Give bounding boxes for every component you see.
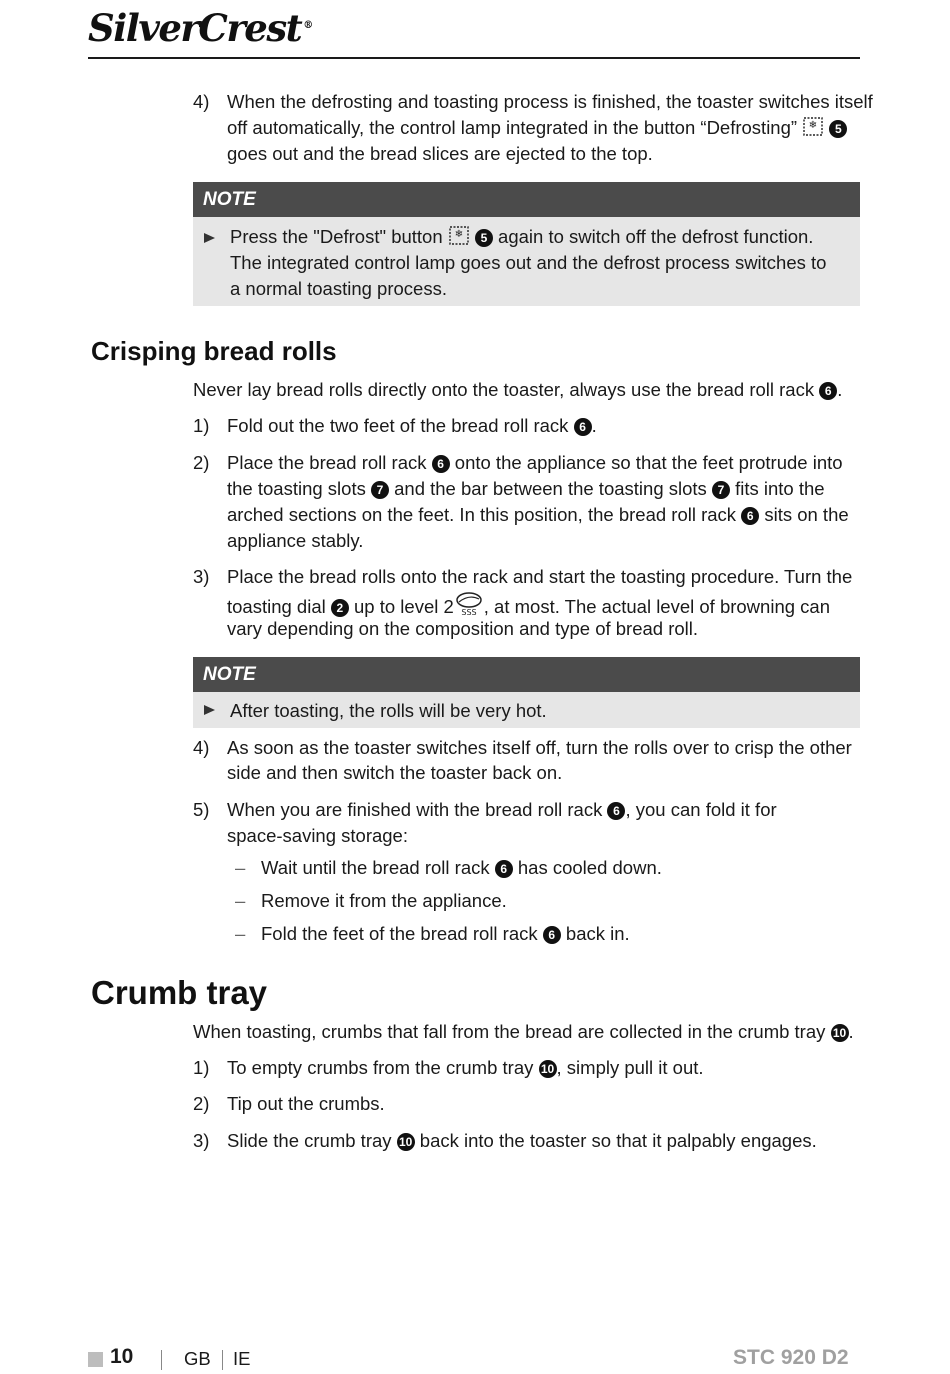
note-text-line xyxy=(230,224,813,253)
step-text: back into the toaster so that it palpably engages. xyxy=(419,1130,817,1151)
footer-marker xyxy=(88,1352,103,1367)
step-number: 3) xyxy=(193,566,210,587)
intro-text: When toasting, crumbs that fall from the bread are collected in the crumb tray xyxy=(193,1021,826,1042)
model-number: STC 920 D2 xyxy=(733,1346,849,1369)
list-dash: – xyxy=(235,890,246,911)
step-text: arched sections on the feet. In this position, the bread roll rack xyxy=(227,504,737,525)
note-arrow-icon xyxy=(204,705,215,715)
step-text-line xyxy=(227,1055,704,1081)
part-number-badge: 6 xyxy=(574,418,592,436)
registered-mark: ® xyxy=(303,19,312,31)
step-number: 4) xyxy=(193,91,210,112)
note-text: Press the "Defrost" button xyxy=(230,226,443,247)
step-text: up to level 2 xyxy=(354,596,454,617)
part-number-badge: 10 xyxy=(397,1133,415,1151)
step-text: , at most. The actual level of browning can xyxy=(483,596,830,617)
part-number-badge: 6 xyxy=(741,507,759,525)
step-text: toasting dial xyxy=(227,596,326,617)
substep-text: back in. xyxy=(565,923,630,944)
step-number: 3) xyxy=(193,1130,210,1151)
step-text-line xyxy=(227,1128,817,1154)
step-text: To empty crumbs from the crumb tray xyxy=(227,1057,534,1078)
step-text: . xyxy=(591,415,597,436)
step-text: fits into the xyxy=(735,478,825,499)
part-number-badge: 6 xyxy=(432,455,450,473)
part-number-badge: 7 xyxy=(712,481,730,499)
svg-text:❄: ❄ xyxy=(454,229,463,240)
substep-text: Wait until the bread roll rack xyxy=(261,857,490,878)
note-header: NOTE xyxy=(193,657,860,692)
step-text-line xyxy=(227,476,825,502)
part-number-badge: 6 xyxy=(543,926,561,944)
part-number-badge: 6 xyxy=(607,802,625,820)
part-number-badge: 5 xyxy=(475,229,493,247)
substep-line xyxy=(261,921,630,947)
part-number-badge: 2 xyxy=(331,599,349,617)
step-text: , you can fold it for xyxy=(625,799,777,820)
step-number: 5) xyxy=(193,799,210,820)
note-body xyxy=(193,217,860,306)
step-text: appliance stably. xyxy=(227,530,364,551)
note-arrow-icon xyxy=(204,233,215,243)
substep-line xyxy=(261,855,662,881)
step-text-line xyxy=(227,450,843,476)
list-dash: – xyxy=(235,923,246,944)
step-text: Place the bread roll rack xyxy=(227,452,427,473)
step-text: As soon as the toaster switches itself off, turn the rolls over to crisp the other xyxy=(227,737,852,758)
footer-divider xyxy=(161,1350,162,1370)
part-number-badge: 5 xyxy=(829,120,847,138)
part-number-badge: 7 xyxy=(371,481,389,499)
part-number-badge: 6 xyxy=(495,860,513,878)
step-text: vary depending on the composition and type of bread roll. xyxy=(227,618,699,639)
step-text: the toasting slots xyxy=(227,478,366,499)
step-number: 2) xyxy=(193,452,210,473)
step-text: Fold out the two feet of the bread roll rack xyxy=(227,415,569,436)
note-header: NOTE xyxy=(193,182,860,217)
footer-divider xyxy=(222,1350,223,1370)
note-body xyxy=(193,692,860,728)
step-number: 1) xyxy=(193,1057,210,1078)
note-text: After toasting, the rolls will be very hot. xyxy=(230,700,547,721)
intro-text-line xyxy=(193,1019,854,1045)
language-code: IE xyxy=(233,1348,251,1369)
step-text-line xyxy=(227,115,847,144)
brand-name: SilverCrest xyxy=(88,6,302,50)
step-text: goes out and the bread slices are ejected to the top. xyxy=(227,143,653,164)
note-text: The integrated control lamp goes out and the defrost process switches to xyxy=(230,252,827,273)
list-dash: – xyxy=(235,857,246,878)
step-text: , simply pull it out. xyxy=(556,1057,704,1078)
step-text: Place the bread rolls onto the rack and start the toasting procedure. Turn the xyxy=(227,566,853,587)
note-text: again to switch off the defrost function. xyxy=(498,226,814,247)
intro-end: . xyxy=(837,379,843,400)
defrost-icon xyxy=(802,115,824,144)
step-text: Tip out the crumbs. xyxy=(227,1093,385,1114)
svg-text:SSS: SSS xyxy=(461,608,477,616)
step-number: 1) xyxy=(193,415,210,436)
part-number-badge: 10 xyxy=(539,1060,557,1078)
svg-text:❄: ❄ xyxy=(808,120,818,131)
step-text: onto the appliance so that the feet protrude into xyxy=(454,452,843,473)
section-heading: Crumb tray xyxy=(91,974,268,1011)
step-text: Slide the crumb tray xyxy=(227,1130,392,1151)
note-text: a normal toasting process. xyxy=(230,278,447,299)
part-number-badge: 6 xyxy=(819,382,837,400)
step-text-line xyxy=(227,797,777,823)
step-text: off automatically, the control lamp integrated in the button “Defrosting” xyxy=(227,117,798,138)
part-number-badge: 10 xyxy=(831,1024,849,1042)
step-text: side and then switch the toaster back on. xyxy=(227,762,563,783)
substep-text: has cooled down. xyxy=(517,857,662,878)
step-text: space-saving storage: xyxy=(227,825,408,846)
defrost-icon xyxy=(448,224,470,253)
section-heading: Crisping bread rolls xyxy=(91,336,337,366)
step-text-line xyxy=(227,502,849,528)
brand-logo xyxy=(88,6,312,50)
step-number: 4) xyxy=(193,737,210,758)
intro-text: Never lay bread rolls directly onto the toaster, always use the bread roll rack xyxy=(193,379,815,400)
intro-text-line xyxy=(193,377,842,403)
substep-text: Remove it from the appliance. xyxy=(261,890,507,911)
substep-text: Fold the feet of the bread roll rack xyxy=(261,923,538,944)
step-text: When you are finished with the bread roll rack xyxy=(227,799,603,820)
step-text: sits on the xyxy=(764,504,849,525)
step-number: 2) xyxy=(193,1093,210,1114)
step-text-line xyxy=(227,413,597,439)
step-text: and the bar between the toasting slots xyxy=(394,478,707,499)
page-number: 10 xyxy=(110,1345,134,1368)
language-code: GB xyxy=(184,1348,211,1369)
step-text: When the defrosting and toasting process is finished, the toaster switches itself xyxy=(227,91,873,112)
header-rule xyxy=(88,57,860,59)
intro-end: . xyxy=(848,1021,854,1042)
